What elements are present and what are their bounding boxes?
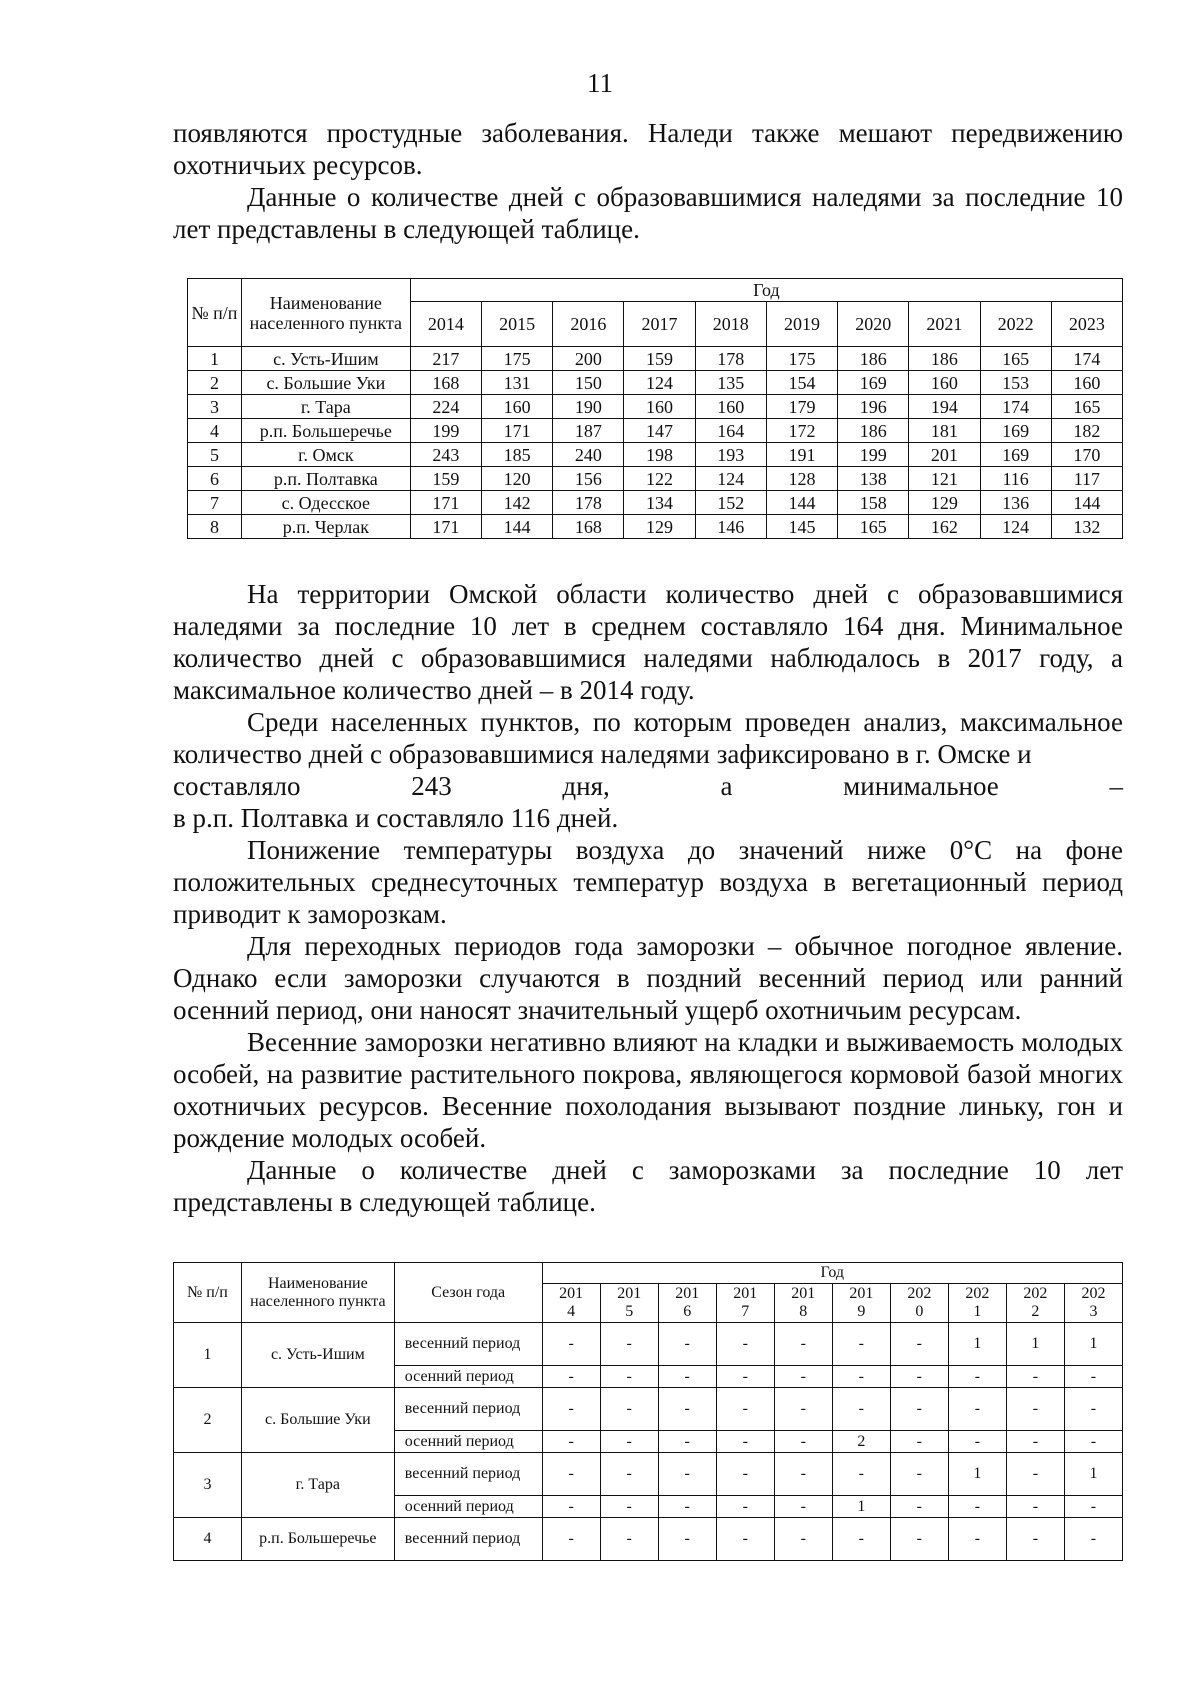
table-row — [188, 347, 1123, 371]
value-cell: 159 — [410, 467, 481, 491]
year-header — [890, 1284, 948, 1323]
body-paragraph-2: Среди населенных пунктов, по которым проведен анализ, максимальное количество дней с образовавшимися наледями зафиксировано в г. Омске и — [173, 707, 1123, 769]
header-name: Наименование населенного пункта — [241, 1263, 394, 1323]
value-cell: - — [890, 1323, 948, 1366]
value-cell: 199 — [410, 419, 481, 443]
value-cell: 150 — [553, 371, 624, 395]
value-cell: 135 — [695, 371, 766, 395]
value-cell: 171 — [410, 491, 481, 515]
value-cell: 129 — [909, 491, 980, 515]
value-cell: 175 — [482, 347, 553, 371]
value-cell: 1 — [948, 1453, 1006, 1496]
value-cell: 160 — [909, 371, 980, 395]
year-header — [948, 1284, 1006, 1323]
header-year: Год — [542, 1263, 1122, 1284]
row-name: р.п. Полтавка — [241, 467, 410, 491]
value-cell: 131 — [482, 371, 553, 395]
value-cell: 117 — [1051, 467, 1122, 491]
value-cell: 198 — [624, 443, 695, 467]
row-num: 6 — [188, 467, 242, 491]
value-cell: 160 — [1051, 371, 1122, 395]
value-cell: - — [1064, 1496, 1122, 1518]
value-cell: - — [716, 1388, 774, 1431]
year-part: 1 — [973, 1303, 982, 1320]
value-cell: 172 — [766, 419, 837, 443]
row-name: с. Усть-Ишим — [241, 347, 410, 371]
row-num: 1 — [188, 347, 242, 371]
year-part: 4 — [567, 1303, 576, 1320]
value-cell: - — [890, 1366, 948, 1388]
year-part: 202 — [907, 1285, 932, 1302]
year-part: 201 — [733, 1285, 758, 1302]
year-part: 0 — [915, 1303, 924, 1320]
value-cell: 144 — [482, 515, 553, 539]
body-paragraph-6: Данные о количестве дней с заморозками за последние 10 лет представлены в следующей таблице. — [173, 1155, 1123, 1217]
value-cell: - — [716, 1496, 774, 1518]
season-cell: осенний период — [394, 1496, 542, 1518]
header-name: Наименование населенного пункта — [241, 279, 410, 347]
value-cell: 1 — [1064, 1323, 1122, 1366]
year-header — [658, 1284, 716, 1323]
value-cell: - — [600, 1453, 658, 1496]
value-cell: - — [774, 1388, 832, 1431]
value-cell: - — [890, 1496, 948, 1518]
season-cell: осенний период — [394, 1366, 542, 1388]
row-name: с. Большие Уки — [241, 371, 410, 395]
year-part: 201 — [559, 1285, 584, 1302]
value-cell: - — [1064, 1388, 1122, 1431]
header-year: Год — [410, 279, 1122, 302]
season-cell: осенний период — [394, 1431, 542, 1453]
value-cell: - — [658, 1366, 716, 1388]
value-cell: 164 — [695, 419, 766, 443]
value-cell: 160 — [695, 395, 766, 419]
value-cell: 120 — [482, 467, 553, 491]
value-cell: 168 — [410, 371, 481, 395]
value-cell: 165 — [980, 347, 1051, 371]
value-cell: 138 — [838, 467, 909, 491]
year-part: 202 — [1081, 1285, 1106, 1302]
value-cell: 1 — [1064, 1453, 1122, 1496]
value-cell: 174 — [1051, 347, 1122, 371]
value-cell: 200 — [553, 347, 624, 371]
value-cell: - — [774, 1496, 832, 1518]
value-cell: 178 — [553, 491, 624, 515]
row-name: г. Тара — [241, 1453, 394, 1518]
value-cell: 146 — [695, 515, 766, 539]
year-header — [716, 1284, 774, 1323]
value-cell: - — [1006, 1366, 1064, 1388]
intro-paragraph-2: Данные о количестве дней с образовавшимися наледями за последние 10 лет представлены в следующей таблице. — [173, 182, 1123, 244]
value-cell: 153 — [980, 371, 1051, 395]
value-cell: 191 — [766, 443, 837, 467]
value-cell: - — [658, 1453, 716, 1496]
value-cell: 201 — [909, 443, 980, 467]
table-row — [188, 443, 1123, 467]
table-row — [188, 395, 1123, 419]
year-header — [1006, 1284, 1064, 1323]
table-row — [174, 1388, 1123, 1431]
body-text — [173, 578, 1123, 1218]
value-cell: 185 — [482, 443, 553, 467]
value-cell: 169 — [980, 419, 1051, 443]
row-num: 1 — [174, 1323, 242, 1388]
value-cell: 186 — [838, 419, 909, 443]
year-part: 3 — [1089, 1303, 1098, 1320]
row-num: 2 — [188, 371, 242, 395]
value-cell: 159 — [624, 347, 695, 371]
header-num: № п/п — [174, 1263, 242, 1323]
spread-word: – — [1109, 771, 1123, 801]
year-part: 201 — [675, 1285, 700, 1302]
value-cell: - — [948, 1496, 1006, 1518]
value-cell: 145 — [766, 515, 837, 539]
page-number: 11 — [587, 68, 613, 98]
year-header-2018: 2018 — [695, 302, 766, 347]
value-cell: - — [600, 1366, 658, 1388]
value-cell: 142 — [482, 491, 553, 515]
value-cell: 187 — [553, 419, 624, 443]
value-cell: - — [774, 1518, 832, 1561]
value-cell: 116 — [980, 467, 1051, 491]
year-header-2022: 2022 — [980, 302, 1051, 347]
table-row — [188, 515, 1123, 539]
row-num: 5 — [188, 443, 242, 467]
value-cell: 144 — [766, 491, 837, 515]
value-cell: 243 — [410, 443, 481, 467]
year-part: 7 — [741, 1303, 750, 1320]
table-row — [188, 419, 1123, 443]
value-cell: - — [716, 1431, 774, 1453]
value-cell: 132 — [1051, 515, 1122, 539]
value-cell: 169 — [980, 443, 1051, 467]
value-cell: 1 — [832, 1496, 890, 1518]
row-name: р.п. Черлак — [241, 515, 410, 539]
value-cell: - — [832, 1453, 890, 1496]
value-cell: - — [716, 1453, 774, 1496]
year-header — [600, 1284, 658, 1323]
value-cell: - — [542, 1388, 600, 1431]
header-season: Сезон года — [394, 1263, 542, 1323]
value-cell: 194 — [909, 395, 980, 419]
row-num: 7 — [188, 491, 242, 515]
value-cell: 134 — [624, 491, 695, 515]
value-cell: - — [948, 1388, 1006, 1431]
value-cell: 124 — [695, 467, 766, 491]
value-cell: - — [1064, 1431, 1122, 1453]
value-cell: - — [832, 1388, 890, 1431]
body-paragraph-5: Весенние заморозки негативно влияют на кладки и выживаемость молодых особей, на развитие растительного покрова, являющегося кормовой базой многих охотничьих ресурсов. Весенние похолодания вызывают поздние линьку, гон и рождение молодых особей. — [173, 1027, 1123, 1153]
value-cell: - — [774, 1431, 832, 1453]
value-cell: 196 — [838, 395, 909, 419]
year-part: 202 — [1023, 1285, 1048, 1302]
row-num: 2 — [174, 1388, 242, 1453]
value-cell: - — [1006, 1431, 1064, 1453]
body-paragraph-3: Понижение температуры воздуха до значений ниже 0°С на фоне положительных среднесуточных температур воздуха в вегетационный период приводит к заморозкам. — [173, 835, 1123, 929]
value-cell: - — [774, 1366, 832, 1388]
value-cell: 182 — [1051, 419, 1122, 443]
value-cell: - — [774, 1323, 832, 1366]
value-cell: 181 — [909, 419, 980, 443]
value-cell: - — [948, 1366, 1006, 1388]
value-cell: - — [1006, 1453, 1064, 1496]
value-cell: - — [774, 1453, 832, 1496]
value-cell: 171 — [482, 419, 553, 443]
value-cell: 158 — [838, 491, 909, 515]
value-cell: 2 — [832, 1431, 890, 1453]
value-cell: 136 — [980, 491, 1051, 515]
value-cell: 175 — [766, 347, 837, 371]
value-cell: 156 — [553, 467, 624, 491]
season-cell: весенний период — [394, 1453, 542, 1496]
value-cell: 122 — [624, 467, 695, 491]
row-name: с. Усть-Ишим — [241, 1323, 394, 1388]
season-cell: весенний период — [394, 1518, 542, 1561]
table-row — [188, 371, 1123, 395]
spread-word: минимальное — [843, 771, 999, 801]
value-cell: - — [1006, 1388, 1064, 1431]
value-cell: - — [948, 1431, 1006, 1453]
year-part: 202 — [965, 1285, 990, 1302]
value-cell: - — [600, 1518, 658, 1561]
value-cell: 199 — [838, 443, 909, 467]
year-header-2023: 2023 — [1051, 302, 1122, 347]
value-cell: 169 — [838, 371, 909, 395]
year-part: 6 — [683, 1303, 692, 1320]
row-name: г. Омск — [241, 443, 410, 467]
value-cell: - — [832, 1323, 890, 1366]
value-cell: - — [600, 1323, 658, 1366]
value-cell: - — [1006, 1518, 1064, 1561]
value-cell: 186 — [838, 347, 909, 371]
value-cell: 160 — [482, 395, 553, 419]
value-cell: 168 — [553, 515, 624, 539]
year-part: 9 — [857, 1303, 866, 1320]
year-header-2014: 2014 — [410, 302, 481, 347]
value-cell: - — [542, 1431, 600, 1453]
year-header-2015: 2015 — [482, 302, 553, 347]
value-cell: - — [658, 1496, 716, 1518]
body-paragraph-4: Для переходных периодов года заморозки – обычное погодное явление. Однако если заморозки случаются в поздний весенний период или ранний осенний период, они наносят значительный ущерб охотничьим ресурсам. — [173, 931, 1123, 1025]
table-row — [174, 1453, 1123, 1496]
frost-days-table — [173, 1262, 1123, 1561]
table-row — [174, 1518, 1123, 1561]
spread-word: 243 — [411, 771, 452, 801]
year-header-2016: 2016 — [553, 302, 624, 347]
value-cell: 162 — [909, 515, 980, 539]
value-cell: - — [716, 1323, 774, 1366]
body-paragraph-2-tail: в р.п. Полтавка и составляло 116 дней. — [173, 803, 619, 833]
value-cell: 193 — [695, 443, 766, 467]
value-cell: - — [890, 1518, 948, 1561]
value-cell: 165 — [1051, 395, 1122, 419]
year-part: 5 — [625, 1303, 634, 1320]
row-num: 3 — [188, 395, 242, 419]
year-header-2020: 2020 — [838, 302, 909, 347]
value-cell: 1 — [948, 1323, 1006, 1366]
year-part: 2 — [1031, 1303, 1040, 1320]
value-cell: 224 — [410, 395, 481, 419]
year-header — [1064, 1284, 1122, 1323]
year-part: 201 — [849, 1285, 874, 1302]
year-header — [832, 1284, 890, 1323]
value-cell: 1 — [1006, 1323, 1064, 1366]
value-cell: - — [890, 1388, 948, 1431]
year-header — [774, 1284, 832, 1323]
value-cell: 129 — [624, 515, 695, 539]
season-cell: весенний период — [394, 1323, 542, 1366]
value-cell: - — [716, 1366, 774, 1388]
year-header-2017: 2017 — [624, 302, 695, 347]
value-cell: - — [600, 1388, 658, 1431]
value-cell: 124 — [624, 371, 695, 395]
value-cell: - — [542, 1366, 600, 1388]
value-cell: 160 — [624, 395, 695, 419]
value-cell: - — [1006, 1496, 1064, 1518]
ice-days-table — [187, 278, 1123, 539]
value-cell: - — [542, 1323, 600, 1366]
value-cell: - — [658, 1323, 716, 1366]
value-cell: 186 — [909, 347, 980, 371]
row-num: 4 — [188, 419, 242, 443]
year-header-2019: 2019 — [766, 302, 837, 347]
year-part: 201 — [617, 1285, 642, 1302]
value-cell: - — [658, 1431, 716, 1453]
header-num: № п/п — [188, 279, 242, 347]
value-cell: - — [600, 1496, 658, 1518]
row-name: с. Одесское — [241, 491, 410, 515]
value-cell: - — [948, 1518, 1006, 1561]
value-cell: - — [600, 1431, 658, 1453]
value-cell: - — [1064, 1518, 1122, 1561]
row-name: р.п. Большеречье — [241, 1518, 394, 1561]
value-cell: 171 — [410, 515, 481, 539]
intro-text — [173, 117, 1123, 245]
value-cell: 154 — [766, 371, 837, 395]
year-header — [542, 1284, 600, 1323]
value-cell: - — [890, 1453, 948, 1496]
value-cell: 121 — [909, 467, 980, 491]
value-cell: 240 — [553, 443, 624, 467]
spread-word: дня, — [562, 771, 610, 801]
value-cell: - — [890, 1431, 948, 1453]
value-cell: - — [832, 1366, 890, 1388]
value-cell: 217 — [410, 347, 481, 371]
value-cell: 165 — [838, 515, 909, 539]
value-cell: - — [542, 1453, 600, 1496]
row-name: г. Тара — [241, 395, 410, 419]
value-cell: 147 — [624, 419, 695, 443]
row-name: р.п. Большеречье — [241, 419, 410, 443]
year-part: 201 — [791, 1285, 816, 1302]
year-part: 8 — [799, 1303, 808, 1320]
year-header-2021: 2021 — [909, 302, 980, 347]
season-cell: весенний период — [394, 1388, 542, 1431]
value-cell: 174 — [980, 395, 1051, 419]
row-num: 8 — [188, 515, 242, 539]
value-cell: - — [542, 1496, 600, 1518]
table-row — [174, 1323, 1123, 1366]
value-cell: - — [658, 1518, 716, 1561]
value-cell: - — [658, 1388, 716, 1431]
value-cell: - — [542, 1518, 600, 1561]
body-paragraph-1: На территории Омской области количество дней с образовавшимися наледями за последние 10 лет в среднем составляло 164 дня. Минимальное количество дней с образовавшимися наледями наблюдалось в 2017 году, а максимальное количество дней – в 2014 году. — [173, 579, 1123, 705]
table-row — [188, 491, 1123, 515]
value-cell: 179 — [766, 395, 837, 419]
row-num: 4 — [174, 1518, 242, 1561]
value-cell: 152 — [695, 491, 766, 515]
value-cell: - — [1064, 1366, 1122, 1388]
value-cell: 144 — [1051, 491, 1122, 515]
body-paragraph-2-spread — [173, 770, 1123, 802]
intro-paragraph-1: появляются простудные заболевания. Наледи также мешают передвижению охотничьих ресурсов. — [173, 118, 1123, 180]
value-cell: 190 — [553, 395, 624, 419]
table-row — [188, 467, 1123, 491]
value-cell: 128 — [766, 467, 837, 491]
value-cell: 124 — [980, 515, 1051, 539]
row-name: с. Большие Уки — [241, 1388, 394, 1453]
row-num: 3 — [174, 1453, 242, 1518]
spread-word: составляло — [173, 771, 301, 801]
spread-word: а — [720, 771, 733, 801]
value-cell: 170 — [1051, 443, 1122, 467]
value-cell: 178 — [695, 347, 766, 371]
value-cell: - — [832, 1518, 890, 1561]
value-cell: - — [716, 1518, 774, 1561]
